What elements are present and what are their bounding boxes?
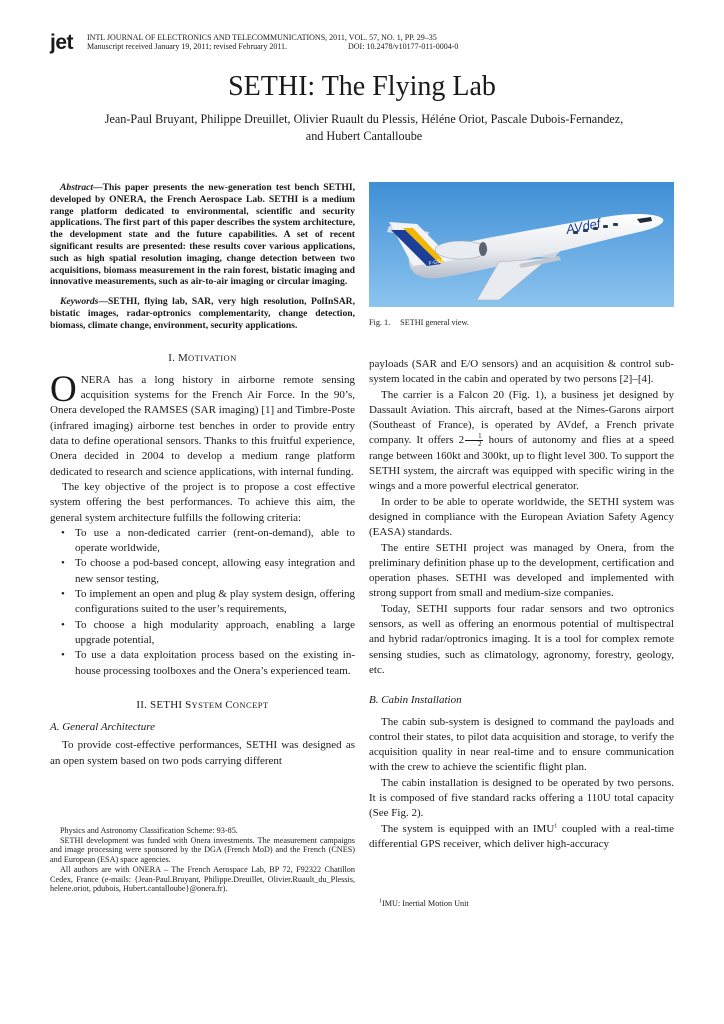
doi: DOI: 10.2478/v10177-011-0004-0: [348, 42, 459, 51]
fuselage-logo: AVdef: [564, 215, 602, 237]
paragraph: The entire SETHI project was managed by Onera, from the preliminary definition phase up to the development, certification and operation phases. SETHI was developed and implemented with strong support from small and medium-size companies.: [369, 541, 674, 600]
figure-caption: Fig. 1. SETHI general view.: [369, 318, 469, 327]
keywords: [50, 296, 355, 331]
author-list: [64, 111, 664, 145]
section-heading-concept: II. SETHI SYSTEM CONCEPT: [136, 698, 269, 711]
drop-cap: O: [50, 368, 77, 410]
left-column: [50, 182, 355, 769]
footnotes-left: [50, 826, 355, 894]
author-line: and Hubert Cantalloube: [305, 129, 423, 143]
architecture-paragraph: To provide cost-effective performances, SETHI was designed as an open system based on two pods carrying different: [50, 739, 355, 767]
paragraph: payloads (SAR and E/O sensors) and an acquisition & control sub-system located in the cabin and operated by two persons [2]–[4].: [369, 358, 674, 386]
subsection-heading: B. Cabin Installation: [369, 694, 462, 707]
list-item: • To choose a pod-based concept, allowing easy integration and new sensor testing,: [75, 556, 355, 587]
footnote: SETHI development was funded with Onera investments. The measurement campaigns and image processing were sponsored by the DGA (French MoD) and the French (CNES) and European (ESA) space agencies.: [50, 835, 355, 865]
list-item: • To use a data exploitation process based on the existing in-house processing toolboxes and the Onera’s experienced team.: [75, 648, 355, 679]
list-item: • To use a non-dedicated carrier (rent-on-demand), able to operate worldwide,: [75, 526, 355, 557]
list-item: • To implement an open and plug & play system design, offering configurations suited to the user’s requirements,: [75, 587, 355, 618]
aircraft-photo: [369, 182, 674, 307]
list-item: • To choose a high modularity approach, enabling a large upgrade potential,: [75, 618, 355, 649]
motivation-paragraph: ONERA has a long history in airborne remote sensing acquisition systems for the French Air Force. In the 90’s, Onera developed the RAMSES (SAR imaging) [1] and Timbre-Poste (infrared imaging) airborne test benches in order to provide entry data to define operational sensors. Thanks to this fruitful experience, Onera decided in 2004 to develop a medium range platform dedicated to research and science applications, with internal funding.: [50, 368, 355, 478]
footnote: Physics and Astronomy Classification Scheme: 93-85.: [60, 826, 238, 835]
paragraph: Today, SETHI supports four radar sensors and two optronics sensors, as well as offering an enormous potential of multispectral and hybrid radar/optronics imaging. It is a tool for complex remote sensing studies, such as climatology, agronomy, forestry, geology, etc.: [369, 602, 674, 676]
fraction: $\frac{1}{2}$: [465, 433, 483, 448]
criteria-list: [50, 526, 355, 679]
subsection-heading: A. General Architecture: [50, 721, 155, 734]
journal-logo: jet: [50, 31, 74, 54]
section-heading-motivation: I. MOTIVATION: [168, 351, 237, 364]
author-line: Jean-Paul Bruyant, Philippe Dreuillet, Olivier Ruault du Plessis, Héléne Oriot, Pascale Dubois-Fernandez,: [104, 112, 624, 126]
keywords-text: —SETHI, flying lab, SAR, very high resolution, PolInSAR, bistatic images, radar-optronics complementarity, change detection, biomass, climate change, environment, security applications.: [50, 296, 355, 331]
journal-header-line: INTL JOURNAL OF ELECTRONICS AND TELECOMMUNICATIONS, 2011, VOL. 57, NO. 1, PP. 29–35: [87, 33, 437, 42]
motivation-paragraph: The key objective of the project is to propose a cost effective system offering the best performances. To achieve this aim, the general system architecture fulfills the following criteria:: [50, 480, 355, 524]
paragraph: The cabin sub-system is designed to command the payloads and control their states, to pilot data acquisition and storage, to verify the acquisition quality in near real-time and to ensure communication with the crew to achieve the scientific flight plan.: [369, 715, 674, 774]
footnote: All authors are with ONERA – The French Aerospace Lab, BP 72, F92322 Chatillon Cedex, France (e-mails: {Jean-Paul.Bruyant, Philippe.Dreuillet, Olivier.Ruault_du_Plessis, helene.oriot, pdubois, Hubert.cantalloube}@onera.fr).: [50, 864, 355, 894]
paragraph: In order to be able to operate worldwide, the SETHI system was designed in compliance with the European Aviation Safety Agency (EASA) standards.: [369, 495, 674, 539]
right-column: [369, 357, 674, 852]
paragraph: The cabin installation is designed to be operated by two persons. It is composed of five standard racks offering a 110U total capacity (See Fig. 2).: [369, 776, 674, 820]
manuscript-dates: Manuscript received January 19, 2011; revised February 2011.: [87, 42, 288, 51]
keywords-label: Keywords: [60, 296, 99, 308]
paragraph: The carrier is a Falcon 20 (Fig. 1), a business jet designed by Dassault Aviation. This aircraft, based at the Nimes-Garons airport (Southeast of France), is operated by AVdef, a French private company. It offers 2 $\frac{1}{2}$ hours of autonomy and flies at a speed range between 160kt and 300kt, up to flight level 300. To support the SETHI system, the aircraft was equipped with specific wiring in the wings and a more powerful electrical generator.: [369, 388, 674, 493]
footnote-right: $^1$IMU: Inertial Motion Unit: [379, 898, 469, 908]
abstract-label: Abstract: [60, 182, 94, 193]
registration: F-GBAA: [428, 257, 448, 267]
paragraph: The system is equipped with an IMU$^1$ coupled with a real-time differential GPS receiver, which deliver high-accuracy: [369, 822, 674, 850]
paper-title: SETHI: The Flying Lab: [228, 71, 496, 102]
abstract-text: —This paper presents the new-generation test bench SETHI, developed by ONERA, the French Aerospace Lab. SETHI is a medium range platform dedicated to environmental, scientific and security applications. The first part of this paper describes the system architecture, the development state and the future capabilities. A set of recent significant results are presented: these results cover various applications, such as high spatial resolution imaging, change detection between two acquisitions, biomass measurement in the rain forest, bistatic imaging and innovative measurements, such as air-to-air imaging or circular imaging.: [50, 182, 355, 288]
abstract: [50, 182, 355, 288]
